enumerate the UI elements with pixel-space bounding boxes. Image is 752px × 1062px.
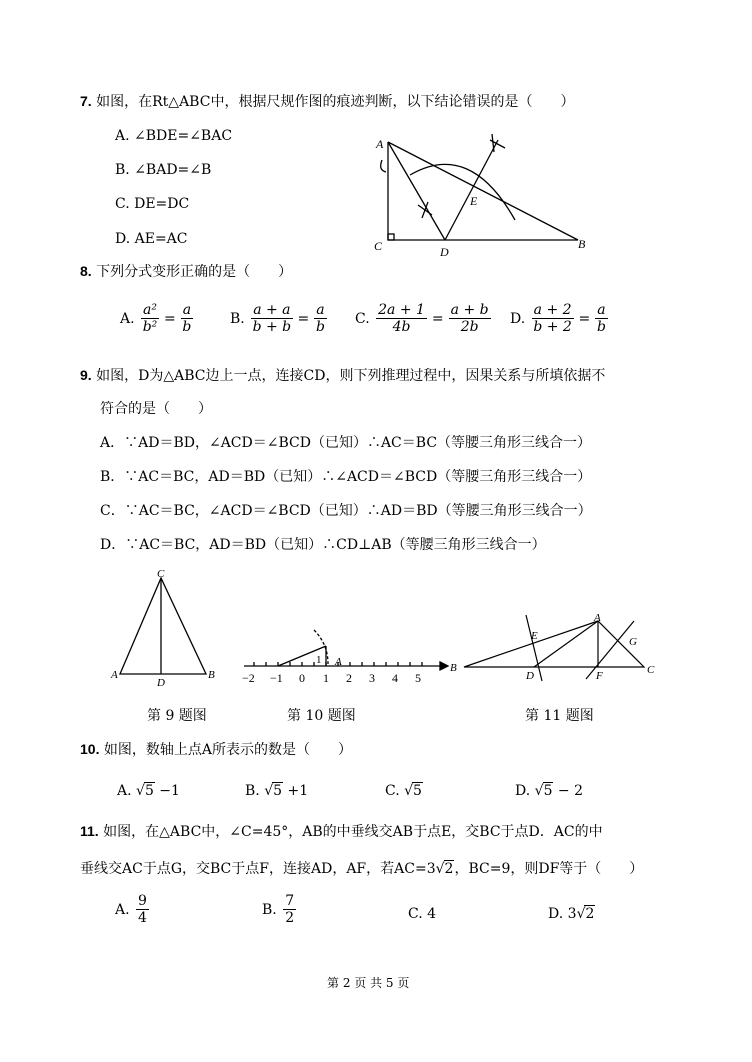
q8-d-right-fraction (595, 302, 607, 335)
caption-fig9: 第 9 题图 (147, 708, 207, 724)
q8-option-a-letter: A. (120, 310, 135, 327)
f10-tick-0: 0 (299, 671, 305, 685)
q11-option-a (115, 893, 151, 926)
q8-option-c-letter: C. (355, 310, 370, 327)
q11-stem-radicand: 2 (444, 861, 454, 877)
q10-b-letter: B. (245, 783, 260, 799)
q8-a-rd: b (182, 319, 192, 335)
q9-stem-2: 符合的是（ ） (100, 401, 212, 417)
q11-option-d: D. 3√2 (548, 906, 595, 922)
q8-d-rd: b (596, 319, 606, 335)
f9-label-b: B (208, 669, 215, 681)
caption-fig11: 第 11 题图 (525, 708, 594, 724)
q7-label-a: A (376, 137, 384, 151)
q8-c-ln: 2a + 1 (378, 302, 425, 318)
q8-b-ln: a + a (253, 302, 291, 318)
q10-option-d: D. √5 − 2 (515, 783, 584, 799)
q7-option-c: C. DE=DC (115, 196, 190, 212)
q7-label-b: B (578, 237, 586, 251)
q11-a-fraction (136, 893, 149, 926)
q11-option-c: C. 4 (408, 906, 437, 922)
q10-c-radicand: 5 (413, 783, 422, 799)
q10-b-tail: +1 (283, 783, 309, 799)
q11-a-letter: A. (115, 901, 130, 918)
q11-d-letter: D. (548, 906, 564, 922)
q8-option-b-letter: B. (230, 310, 245, 327)
f10-tick-m1: −1 (270, 671, 283, 685)
q11-a-den: 4 (138, 910, 147, 926)
q10-stem: 如图，数轴上点A所表示的数是（ ） (103, 742, 353, 758)
q7-number: 7. (80, 93, 92, 109)
q10-d-radicand: 5 (543, 783, 553, 799)
f11-label-f: F (596, 670, 603, 682)
q9-option-b: B．∵AC＝BC，AD＝BD（已知）∴∠ACD＝∠BCD（等腰三角形三线合一） (100, 469, 592, 485)
q8-a-left-fraction (141, 302, 159, 335)
q8-stem: 下列分式变形正确的是（ ） (96, 264, 293, 280)
q9-figure (110, 568, 220, 689)
q10-figure (240, 620, 450, 690)
f11-label-b: B (450, 662, 457, 674)
q7-figure (370, 130, 600, 260)
q7-stem: 如图，在Rt△ABC中，根据尺规作图的痕迹判断，以下结论错误的是（ ） (96, 94, 575, 110)
q8-b-right-fraction (314, 302, 326, 335)
q10-c-letter: C. (385, 783, 400, 799)
f11-label-c: C (647, 664, 655, 676)
q11-figure (448, 605, 663, 690)
q11-a-num: 9 (138, 893, 147, 909)
q11-d-radicand: 2 (585, 906, 595, 922)
q10-option-a: A. √5 −1 (117, 783, 180, 799)
q10-a-letter: A. (117, 783, 132, 799)
f10-tick-1: 1 (323, 671, 329, 685)
q9-option-a: A．∵AD＝BD，∠ACD＝∠BCD（已知）∴AC＝BC（等腰三角形三线合一） (100, 435, 592, 451)
q8-d-rn: a (597, 302, 606, 318)
q9-option-c: C．∵AC＝BC，∠ACD＝∠BCD（已知）∴AD＝BD（等腰三角形三线合一） (100, 503, 592, 519)
q11-b-num: 7 (285, 893, 295, 909)
q8-option-b: B. $\frac{a + a}{b + b}$ = $\frac{a}{b}$ (230, 302, 325, 335)
q8-a-ld: b² (142, 319, 158, 335)
q8-option-a: A. $\frac{\text{a²}}{\text{b²}}$ = $\frac{a}{b}$ (120, 302, 192, 335)
caption-fig10: 第 10 题图 (287, 708, 356, 724)
q7-option-a: A. ∠BDE=∠BAC (115, 128, 233, 144)
f10-tick-5: 5 (415, 671, 421, 685)
q9-stem-1: 如图，D为△ABC边上一点，连接CD，则下列推理过程中，因果关系与所填依据不 (96, 368, 606, 384)
q8-option-d-letter: D. (510, 310, 526, 327)
q11-b-letter: B. (262, 901, 277, 918)
q8 (80, 262, 292, 281)
q8-d-left-fraction (532, 302, 574, 335)
q10 (80, 740, 352, 759)
q7-label-d: D (440, 245, 449, 259)
f10-label-a: A (335, 656, 342, 668)
q10-b-radicand: 5 (273, 783, 283, 799)
q11-number: 11. (80, 823, 99, 839)
q7-label-e: E (470, 194, 478, 208)
q9-line1 (80, 366, 605, 385)
q8-b-rn: a (316, 302, 325, 318)
q11-line1 (80, 822, 603, 841)
q11-stem-1: 如图，在△ABC中，∠C=45°，AB的中垂线交AB于点E，交BC于点D．AC的中 (103, 824, 603, 840)
q9-number: 9. (80, 367, 92, 383)
q7-label-c: C (374, 239, 383, 253)
q11-b-fraction (283, 893, 296, 926)
q10-number: 10. (80, 741, 100, 757)
q8-b-rd: b (315, 319, 325, 335)
q8-c-rn: a + b (450, 302, 489, 318)
q8-c-right-fraction (449, 302, 491, 335)
q10-d-letter: D. (515, 783, 531, 799)
q10-a-tail: −1 (154, 783, 180, 799)
q8-d-ln: a + 2 (533, 302, 572, 318)
f10-tick-4: 4 (392, 671, 398, 685)
q8-number: 8. (80, 263, 92, 279)
q10-a-radicand: 5 (144, 783, 154, 799)
q8-b-ld: b + b (252, 319, 292, 335)
q7 (80, 92, 574, 111)
f11-label-a: A (594, 612, 601, 624)
q11-b-den: 2 (285, 910, 295, 926)
q8-d-ld: b + 2 (533, 319, 572, 335)
q8-a-rn: a (182, 302, 192, 318)
f11-label-g: G (629, 636, 637, 648)
q11-option-b (262, 893, 298, 926)
q8-c-rd: 2b (460, 319, 479, 335)
q11-line2: 垂线交AC于点G，交BC于点F，连接AD，AF，若AC=3√2，BC=9，则DF等于（ ） (80, 861, 644, 877)
q8-c-ld: 4b (392, 319, 411, 335)
q11-d-coef: 3 (567, 906, 577, 922)
f9-label-a: A (111, 669, 118, 681)
f10-tick-2: 2 (346, 671, 352, 685)
f10-tick-3: 3 (369, 671, 375, 685)
q7-option-b: B. ∠BAD=∠B (115, 162, 212, 178)
f11-label-e: E (531, 630, 538, 642)
q11-stem-2b: ，BC=9，则DF等于（ ） (454, 861, 644, 877)
q8-a-ln: a² (143, 302, 157, 318)
f10-label-one: 1 (316, 654, 322, 666)
q9-option-d: D．∵AC＝BC，AD＝BD（已知）∴CD⊥AB（等腰三角形三线合一） (100, 537, 546, 553)
q8-a-right-fraction (181, 302, 193, 335)
f9-label-c: C (157, 568, 165, 580)
q10-option-b: B. √5 +1 (245, 783, 309, 799)
q8-c-left-fraction (376, 302, 427, 335)
f10-tick-m2: −2 (242, 671, 255, 685)
q7-option-d: D. AE=AC (115, 231, 188, 247)
f9-label-d: D (157, 677, 165, 689)
q11-stem-2a: 垂线交AC于点G，交BC于点F，连接AD，AF，若AC=3 (80, 861, 436, 877)
q8-b-left-fraction (251, 302, 292, 335)
f11-label-d: D (526, 670, 534, 682)
q8-option-d: D. $\frac{a + 2}{b + 2}$ = $\frac{a}{b}$ (510, 302, 606, 335)
q10-option-c: C. √5 (385, 783, 422, 799)
page-footer: 第 2 页 共 5 页 (327, 976, 410, 990)
q8-option-c: C. $\frac{2a + 1}{4b}$ = $\frac{a + b}{2b}$ (355, 302, 489, 335)
q10-d-tail: − 2 (553, 783, 584, 799)
